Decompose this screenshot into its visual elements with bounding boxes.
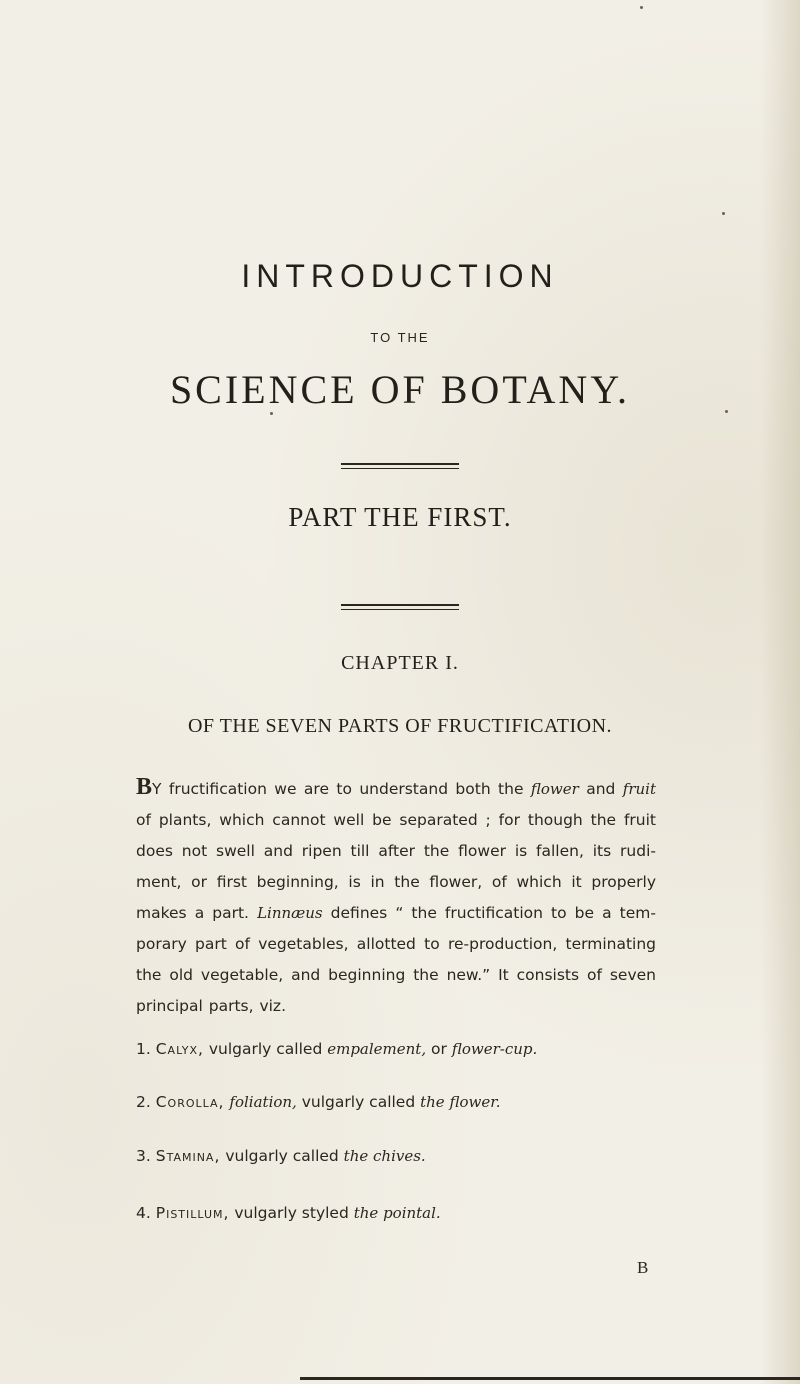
list-item [136,1204,441,1222]
paragraph-line [136,898,656,929]
italic-run: foliation, [229,1093,297,1111]
double-rule-bottom [341,604,459,606]
italic-run: fruit [622,780,656,798]
italic-run: Linnæus [257,904,323,922]
italic-run: the flower. [420,1093,501,1111]
paper-speck [722,212,725,215]
double-rule-top-thin [341,468,459,469]
text-run: or [426,1040,452,1058]
text-run: vulgarly called [296,1093,421,1111]
text-run: vulgarly called [203,1040,328,1058]
list-item [136,1147,426,1165]
list-number: 4. [136,1204,151,1222]
italic-run: flower-cup. [451,1040,538,1058]
text-run: defines “ the fructification to be a tem- [322,904,656,922]
italic-run: empalement, [327,1040,427,1058]
double-rule-top [341,463,459,465]
list-term: Calyx, [155,1040,204,1058]
list-term: Pistillum, [155,1204,230,1222]
text-run: Y fructification we are to understand both the [152,780,531,798]
double-rule-bottom-thin [341,609,459,610]
text-run: vulgarly styled [229,1204,354,1222]
signature-mark: B [637,1258,649,1277]
list-number: 2. [136,1093,151,1111]
list-number: 3. [136,1147,151,1165]
page-bottom-edge [300,1377,800,1380]
title-science-of-botany: SCIENCE OF BOTANY. [169,367,631,412]
italic-run: the chives. [343,1147,426,1165]
list-item [136,1093,501,1111]
italic-run: flower [530,780,579,798]
paragraph-line: porary part of vegetables, allotted to re-production, terminating [136,935,656,953]
text-run: and [578,780,623,798]
paragraph-line: the old vegetable, and beginning the new.” It consists of seven [136,966,656,984]
list-item [136,1040,537,1058]
title-introduction: INTRODUCTION [241,258,559,294]
title-to-the: TO THE [370,330,430,345]
text-run: makes a part. [136,904,258,922]
chapter-heading: CHAPTER I. [341,652,459,674]
list-term: Stamina, [155,1147,221,1165]
initial-letter: B [136,774,153,800]
list-term: Corolla, [155,1093,225,1111]
paragraph-line: principal parts, viz. [136,997,286,1015]
page-edge-shadow [760,0,800,1384]
section-heading: OF THE SEVEN PARTS OF FRUCTIFICATION. [187,715,613,737]
paragraph-line: of plants, which cannot well be separated ; for though the fruit [136,811,656,829]
paragraph-line: does not swell and ripen till after the flower is fallen, its rudi- [136,842,656,860]
text-run: vulgarly called [220,1147,344,1165]
body-paragraph [136,772,656,1022]
list-number: 1. [136,1040,151,1058]
paper-speck [640,6,643,9]
paragraph-line: ment, or first beginning, is in the flower, of which it properly [136,873,656,891]
italic-run: the pointal. [353,1204,441,1222]
part-heading: PART THE FIRST. [288,502,512,532]
paragraph-line [136,772,656,805]
